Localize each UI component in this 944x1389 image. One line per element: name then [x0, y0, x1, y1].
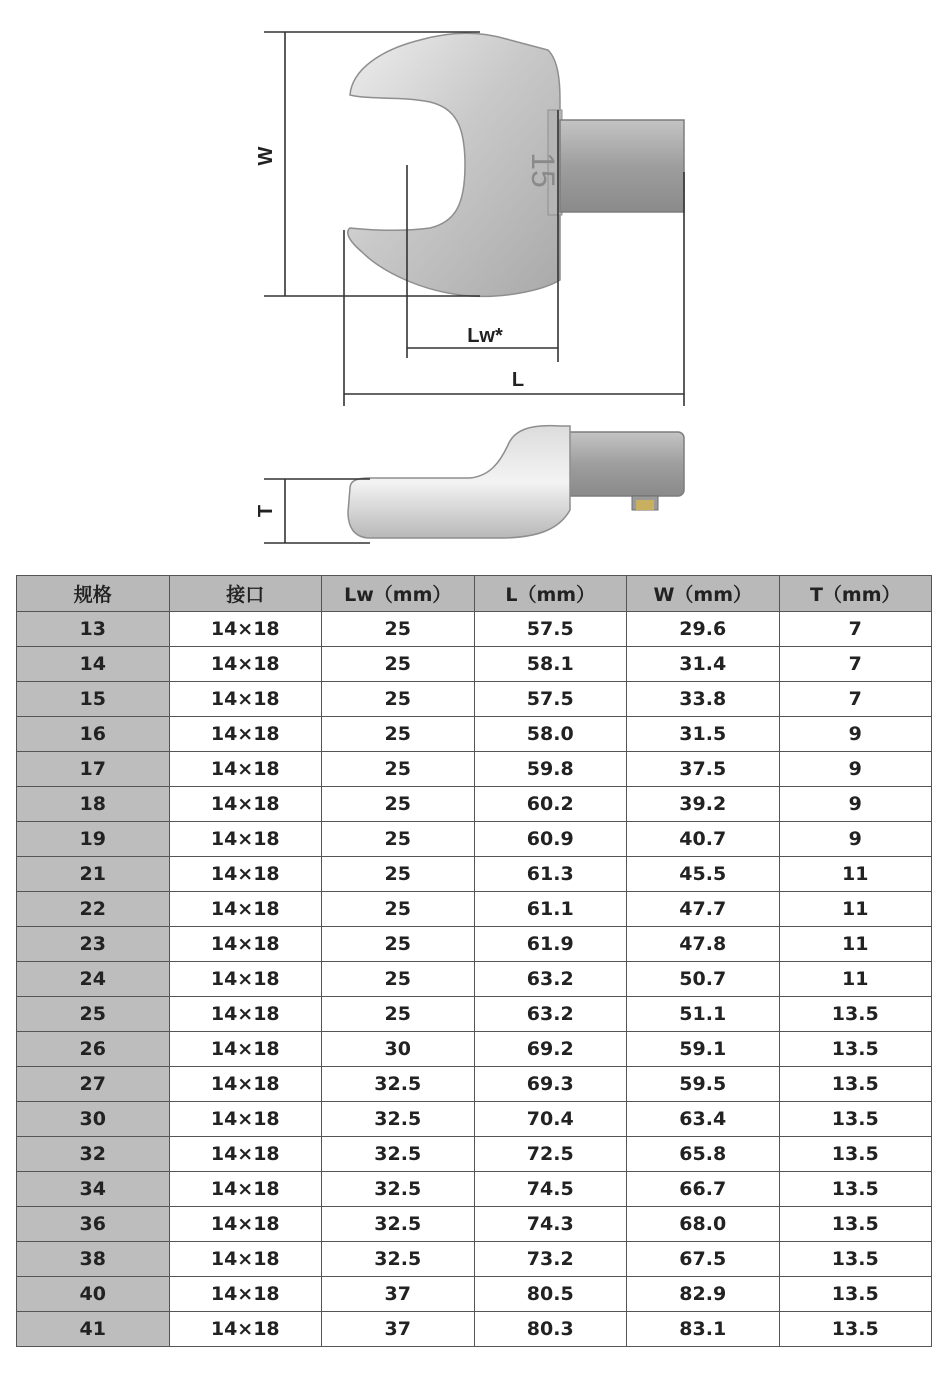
cell-t: 13.5	[779, 1242, 932, 1277]
cell-size: 36	[17, 1207, 170, 1242]
cell-lw: 37	[322, 1277, 475, 1312]
dimension-label-t: T	[255, 504, 277, 518]
cell-size: 21	[17, 857, 170, 892]
cell-interface: 14×18	[169, 1067, 322, 1102]
cell-l: 60.9	[474, 822, 627, 857]
column-header-lw: Lw（mm）	[322, 576, 475, 612]
cell-w: 65.8	[627, 1137, 780, 1172]
cell-l: 61.9	[474, 927, 627, 962]
cell-w: 68.0	[627, 1207, 780, 1242]
cell-w: 45.5	[627, 857, 780, 892]
cell-interface: 14×18	[169, 682, 322, 717]
cell-l: 57.5	[474, 682, 627, 717]
cell-w: 83.1	[627, 1312, 780, 1347]
cell-lw: 25	[322, 612, 475, 647]
cell-t: 9	[779, 787, 932, 822]
table-row	[17, 1312, 932, 1347]
cell-t: 13.5	[779, 1172, 932, 1207]
cell-size: 15	[17, 682, 170, 717]
cell-size: 13	[17, 612, 170, 647]
table-row	[17, 1207, 932, 1242]
cell-l: 69.3	[474, 1067, 627, 1102]
column-header-w: W（mm）	[627, 576, 780, 612]
cell-t: 7	[779, 612, 932, 647]
cell-lw: 30	[322, 1032, 475, 1067]
cell-size: 24	[17, 962, 170, 997]
column-header-l: L（mm）	[474, 576, 627, 612]
cell-size: 17	[17, 752, 170, 787]
cell-lw: 32.5	[322, 1172, 475, 1207]
cell-w: 47.7	[627, 892, 780, 927]
table-row	[17, 857, 932, 892]
cell-size: 26	[17, 1032, 170, 1067]
cell-lw: 32.5	[322, 1207, 475, 1242]
cell-interface: 14×18	[169, 1032, 322, 1067]
cell-interface: 14×18	[169, 1207, 322, 1242]
cell-size: 38	[17, 1242, 170, 1277]
cell-l: 57.5	[474, 612, 627, 647]
cell-t: 11	[779, 892, 932, 927]
cell-l: 61.3	[474, 857, 627, 892]
cell-size: 25	[17, 997, 170, 1032]
cell-lw: 25	[322, 962, 475, 997]
cell-l: 60.2	[474, 787, 627, 822]
cell-w: 67.5	[627, 1242, 780, 1277]
cell-t: 7	[779, 647, 932, 682]
cell-w: 31.4	[627, 647, 780, 682]
cell-lw: 25	[322, 927, 475, 962]
cell-interface: 14×18	[169, 997, 322, 1032]
cell-w: 82.9	[627, 1277, 780, 1312]
cell-lw: 32.5	[322, 1067, 475, 1102]
cell-lw: 25	[322, 717, 475, 752]
cell-lw: 25	[322, 997, 475, 1032]
cell-interface: 14×18	[169, 1312, 322, 1347]
cell-w: 39.2	[627, 787, 780, 822]
table-row	[17, 1277, 932, 1312]
cell-interface: 14×18	[169, 822, 322, 857]
cell-interface: 14×18	[169, 927, 322, 962]
cell-lw: 37	[322, 1312, 475, 1347]
dimension-label-w: W	[255, 146, 277, 166]
cell-w: 29.6	[627, 612, 780, 647]
cell-w: 66.7	[627, 1172, 780, 1207]
cell-lw: 25	[322, 752, 475, 787]
cell-lw: 25	[322, 682, 475, 717]
cell-size: 18	[17, 787, 170, 822]
cell-t: 13.5	[779, 1032, 932, 1067]
cell-l: 74.5	[474, 1172, 627, 1207]
wrench-head-top-view	[348, 33, 684, 296]
cell-interface: 14×18	[169, 857, 322, 892]
cell-t: 9	[779, 752, 932, 787]
cell-lw: 32.5	[322, 1102, 475, 1137]
cell-l: 59.8	[474, 752, 627, 787]
cell-w: 59.1	[627, 1032, 780, 1067]
column-header-size: 规格	[17, 576, 170, 612]
table-row	[17, 682, 932, 717]
cell-size: 16	[17, 717, 170, 752]
wrench-size-stamp: 15	[525, 152, 561, 188]
cell-interface: 14×18	[169, 892, 322, 927]
cell-size: 23	[17, 927, 170, 962]
cell-w: 47.8	[627, 927, 780, 962]
cell-lw: 25	[322, 822, 475, 857]
cell-size: 22	[17, 892, 170, 927]
cell-w: 51.1	[627, 997, 780, 1032]
table-row	[17, 997, 932, 1032]
cell-l: 58.0	[474, 717, 627, 752]
table-row	[17, 1032, 932, 1067]
cell-l: 72.5	[474, 1137, 627, 1172]
cell-w: 59.5	[627, 1067, 780, 1102]
table-row	[17, 612, 932, 647]
cell-w: 31.5	[627, 717, 780, 752]
table-row	[17, 1137, 932, 1172]
cell-t: 13.5	[779, 1102, 932, 1137]
table-body	[17, 612, 932, 1347]
dimension-label-l: L	[511, 369, 525, 391]
cell-interface: 14×18	[169, 962, 322, 997]
cell-l: 74.3	[474, 1207, 627, 1242]
table-row	[17, 927, 932, 962]
cell-w: 33.8	[627, 682, 780, 717]
cell-t: 13.5	[779, 1312, 932, 1347]
cell-t: 7	[779, 682, 932, 717]
wrench-diagram	[0, 0, 944, 560]
cell-size: 32	[17, 1137, 170, 1172]
cell-interface: 14×18	[169, 1172, 322, 1207]
table-row	[17, 892, 932, 927]
cell-size: 14	[17, 647, 170, 682]
cell-lw: 25	[322, 647, 475, 682]
table-row	[17, 717, 932, 752]
cell-interface: 14×18	[169, 612, 322, 647]
cell-l: 80.5	[474, 1277, 627, 1312]
cell-interface: 14×18	[169, 1102, 322, 1137]
cell-t: 13.5	[779, 1277, 932, 1312]
cell-l: 63.2	[474, 997, 627, 1032]
cell-lw: 25	[322, 787, 475, 822]
cell-t: 9	[779, 822, 932, 857]
cell-interface: 14×18	[169, 1137, 322, 1172]
cell-l: 70.4	[474, 1102, 627, 1137]
cell-t: 13.5	[779, 1137, 932, 1172]
cell-lw: 32.5	[322, 1242, 475, 1277]
column-header-interface: 接口	[169, 576, 322, 612]
cell-w: 37.5	[627, 752, 780, 787]
cell-l: 63.2	[474, 962, 627, 997]
cell-interface: 14×18	[169, 647, 322, 682]
cell-lw: 25	[322, 857, 475, 892]
cell-lw: 25	[322, 892, 475, 927]
table-row	[17, 822, 932, 857]
cell-size: 40	[17, 1277, 170, 1312]
cell-interface: 14×18	[169, 1277, 322, 1312]
table-row	[17, 962, 932, 997]
cell-t: 11	[779, 857, 932, 892]
wrench-head-side-view	[348, 426, 684, 538]
cell-t: 11	[779, 927, 932, 962]
table-header-row	[17, 576, 932, 612]
table-row	[17, 752, 932, 787]
cell-size: 19	[17, 822, 170, 857]
cell-t: 11	[779, 962, 932, 997]
cell-size: 30	[17, 1102, 170, 1137]
cell-l: 61.1	[474, 892, 627, 927]
cell-size: 41	[17, 1312, 170, 1347]
table-row	[17, 1102, 932, 1137]
dimension-label-lw: Lw*	[467, 325, 503, 347]
cell-l: 80.3	[474, 1312, 627, 1347]
column-header-t: T（mm）	[779, 576, 932, 612]
table-row	[17, 787, 932, 822]
spec-table	[16, 575, 932, 1347]
table-row	[17, 647, 932, 682]
cell-t: 13.5	[779, 997, 932, 1032]
cell-w: 40.7	[627, 822, 780, 857]
cell-t: 9	[779, 717, 932, 752]
cell-interface: 14×18	[169, 1242, 322, 1277]
table-row	[17, 1172, 932, 1207]
table-row	[17, 1242, 932, 1277]
cell-t: 13.5	[779, 1067, 932, 1102]
cell-w: 63.4	[627, 1102, 780, 1137]
cell-interface: 14×18	[169, 752, 322, 787]
cell-t: 13.5	[779, 1207, 932, 1242]
cell-lw: 32.5	[322, 1137, 475, 1172]
cell-w: 50.7	[627, 962, 780, 997]
cell-l: 58.1	[474, 647, 627, 682]
cell-l: 69.2	[474, 1032, 627, 1067]
cell-size: 27	[17, 1067, 170, 1102]
table-row	[17, 1067, 932, 1102]
cell-interface: 14×18	[169, 717, 322, 752]
cell-l: 73.2	[474, 1242, 627, 1277]
cell-interface: 14×18	[169, 787, 322, 822]
cell-size: 34	[17, 1172, 170, 1207]
